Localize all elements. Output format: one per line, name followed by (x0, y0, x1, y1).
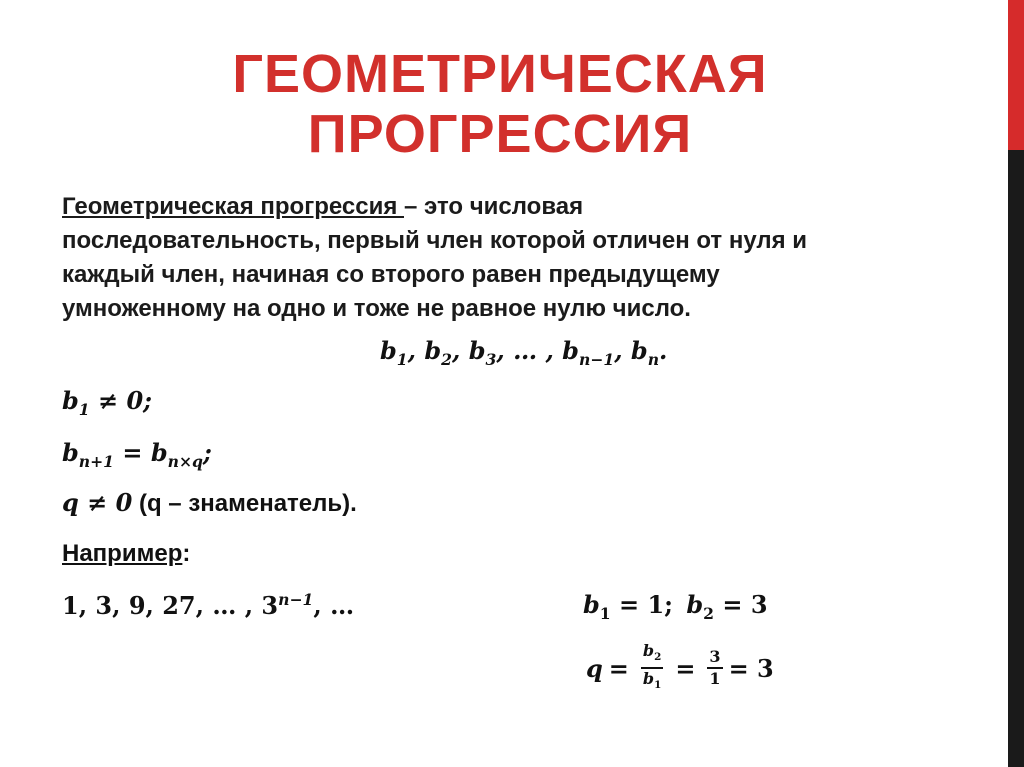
ex-b2-sub: 2 (703, 603, 715, 623)
f2-eq: = (114, 438, 151, 467)
seq-bn1-sub: n−1 (578, 349, 615, 369)
f2-b-right: b (150, 438, 168, 467)
f2-end: ; (202, 438, 212, 467)
f3-neq: ≠ 0 (78, 488, 133, 517)
formula-ratio-nonzero (62, 488, 357, 518)
title-line-1: ГЕОМЕТРИЧЕСКАЯ (232, 44, 768, 104)
title-line-2: ПРОГРЕССИЯ (307, 104, 693, 164)
edge-dark-bar (1008, 150, 1024, 767)
ex-b1-sub: 1 (599, 603, 611, 623)
f1-sub: 1 (78, 399, 90, 419)
seq-b1-sub: 1 (396, 349, 408, 369)
ex-frac1-den-sub: 1 (654, 679, 662, 692)
definition-line-4: умноженному на одно и тоже не равное нулю число. (62, 295, 691, 322)
example-seq-tail: , … (313, 591, 355, 620)
ex-b1-value: = 1; (610, 590, 674, 619)
ex-frac1-num-b: b (642, 640, 655, 660)
definition-text-1: – это числовая (404, 193, 584, 220)
ex-q-eq-1: = (608, 653, 629, 683)
seq-bn1: b (562, 336, 579, 365)
ex-b1: b (583, 590, 600, 619)
ex-frac1-den-b: b (642, 669, 655, 688)
f3-label: (q – знаменатель). (132, 490, 357, 517)
f1-b: b (62, 386, 79, 415)
ex-frac-b2-b1 (641, 641, 663, 695)
sequence-formula (380, 336, 667, 369)
example-seq-terms: 1, 3, 9, 27, … , 3 (62, 591, 279, 620)
example-heading-colon: : (182, 540, 191, 567)
definition-line-1 (62, 190, 962, 224)
slide-title (0, 44, 1000, 164)
f2-sub-right: n×q (167, 451, 203, 471)
seq-bn-sub: n (647, 349, 660, 369)
f2-sub-left: n+1 (78, 451, 115, 471)
ex-b2-value: = 3 (714, 590, 768, 619)
ex-frac1-numerator (641, 641, 663, 669)
formula-recurrence (62, 438, 212, 471)
example-heading-text: Например (62, 540, 183, 567)
definition-term: Геометрическая прогрессия (62, 193, 404, 220)
ex-b2: b (686, 590, 704, 619)
formula-b1-nonzero (62, 386, 152, 419)
definition-paragraph (62, 190, 962, 326)
ex-frac2-numerator: 3 (707, 647, 722, 669)
ex-frac-3-1 (707, 647, 722, 689)
example-sequence (62, 590, 354, 620)
seq-b2: b (424, 336, 442, 365)
seq-period: . (659, 336, 668, 365)
example-seq-exponent: n−1 (278, 590, 314, 609)
ex-frac1-denominator (641, 669, 663, 695)
example-first-terms (583, 590, 768, 623)
f1-rest: ≠ 0; (89, 386, 153, 415)
ex-q-result: = 3 (728, 653, 774, 683)
seq-b3: b (468, 336, 486, 365)
f2-b-left: b (62, 438, 79, 467)
seq-b2-sub: 2 (441, 349, 452, 369)
ex-frac1-num-sub: 2 (654, 651, 662, 663)
seq-comma-2: , (452, 336, 461, 365)
seq-comma-3: , (496, 336, 505, 365)
seq-b1: b (380, 336, 397, 365)
seq-comma-5: , (614, 336, 623, 365)
example-ratio (586, 638, 774, 698)
seq-comma-1: , (407, 336, 416, 365)
seq-b3-sub: 3 (485, 349, 497, 369)
f3-q: q (62, 488, 79, 517)
ex-q: q (586, 653, 603, 683)
seq-ellipsis: … (513, 336, 538, 365)
seq-comma-4: , (545, 336, 554, 365)
definition-line-2: последовательность, первый член которой отличен от нуля и (62, 227, 808, 254)
example-heading (62, 540, 190, 568)
edge-accent-bar (1008, 0, 1024, 150)
definition-line-3: каждый член, начиная со второго равен предыдущему (62, 261, 720, 288)
ex-q-eq-2: = (675, 653, 696, 683)
seq-bn: b (630, 336, 648, 365)
ex-frac2-denominator: 1 (709, 669, 721, 688)
